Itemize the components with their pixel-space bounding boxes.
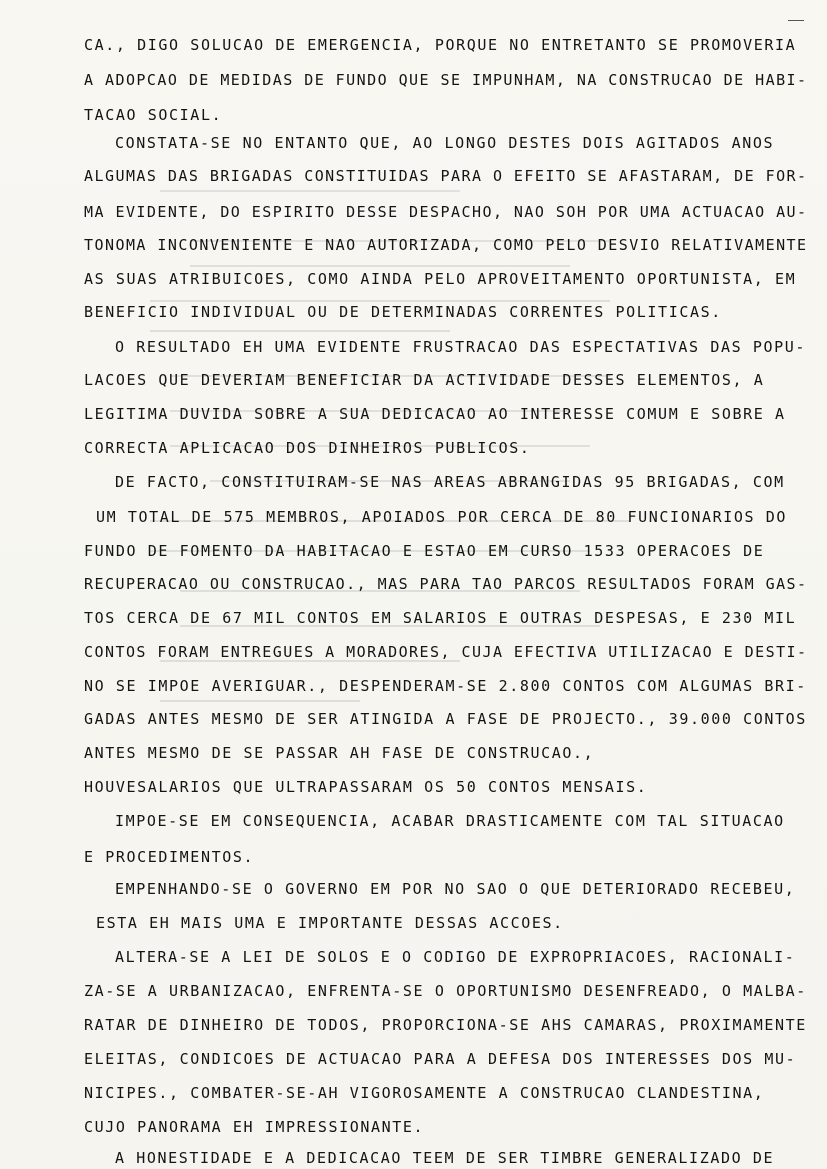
text-line: UM TOTAL DE 575 MEMBROS, APOIADOS POR CERCA DE 80 FUNCIONARIOS DO [96, 508, 787, 526]
text-line: RATAR DE DINHEIRO DE TODOS, PROPORCIONA-SE AHS CAMARAS, PROXIMAMENTE [84, 1016, 807, 1034]
text-line: ELEITAS, CONDICOES DE ACTUACAO PARA A DEFESA DOS INTERESSES DOS MU- [84, 1050, 797, 1068]
text-line: ALGUMAS DAS BRIGADAS CONSTITUIDAS PARA O EFEITO SE AFASTARAM, DE FOR- [84, 167, 808, 185]
text-line: ZA-SE A URBANIZACAO, ENFRENTA-SE O OPORTUNISMO DESENFREADO, O MALBA- [84, 982, 807, 1000]
text-line: LACOES QUE DEVERIAM BENEFICIAR DA ACTIVIDADE DESSES ELEMENTOS, A [84, 371, 765, 389]
text-line: NO SE IMPOE AVERIGUAR., DESPENDERAM-SE 2.800 CONTOS COM ALGUMAS BRI- [84, 677, 807, 695]
text-line: BENEFICIO INDIVIDUAL OU DE DETERMINADAS CORRENTES POLITICAS. [84, 303, 722, 321]
text-line: ESTA EH MAIS UMA E IMPORTANTE DESSAS ACCOES. [96, 914, 564, 932]
text-line: HOUVESALARIOS QUE ULTRAPASSARAM OS 50 CONTOS MENSAIS. [84, 778, 648, 796]
text-line: A ADOPCAO DE MEDIDAS DE FUNDO QUE SE IMPUNHAM, NA CONSTRUCAO DE HABI- [84, 71, 808, 89]
text-line: CUJO PANORAMA EH IMPRESSIONANTE. [84, 1118, 425, 1136]
text-line: O RESULTADO EH UMA EVIDENTE FRUSTRACAO DAS ESPECTATIVAS DAS POPU- [115, 338, 806, 356]
text-line: E PROCEDIMENTOS. [84, 848, 255, 866]
text-line: CONTOS FORAM ENTREGUES A MORADORES, CUJA EFECTIVA UTILIZACAO E DESTI- [84, 643, 808, 661]
text-line: EMPENHANDO-SE O GOVERNO EM POR NO SAO O QUE DETERIORADO RECEBEU, [115, 880, 796, 898]
text-line: A HONESTIDADE E A DEDICACAO TEEM DE SER TIMBRE GENERALIZADO DE [115, 1149, 775, 1167]
text-line: LEGITIMA DUVIDA SOBRE A SUA DEDICACAO AO INTERESSE COMUM E SOBRE A [84, 405, 786, 423]
text-line: IMPOE-SE EM CONSEQUENCIA, ACABAR DRASTICAMENTE COM TAL SITUACAO [115, 812, 785, 830]
text-line: CONSTATA-SE NO ENTANTO QUE, AO LONGO DESTES DOIS AGITADOS ANOS [115, 134, 775, 152]
text-line: RECUPERACAO OU CONSTRUCAO., MAS PARA TAO PARCOS RESULTADOS FORAM GAS- [84, 575, 808, 593]
text-line: ALTERA-SE A LEI DE SOLOS E O CODIGO DE EXPROPRIACOES, RACIONALI- [115, 948, 796, 966]
text-line: DE FACTO, CONSTITUIRAM-SE NAS AREAS ABRANGIDAS 95 BRIGADAS, COM [115, 473, 785, 491]
text-line: FUNDO DE FOMENTO DA HABITACAO E ESTAO EM CURSO 1533 OPERACOES DE [84, 542, 765, 560]
text-line: ANTES MESMO DE SE PASSAR AH FASE DE CONSTRUCAO., [84, 744, 595, 762]
margin-mark [788, 20, 804, 21]
text-line: MA EVIDENTE, DO ESPIRITO DESSE DESPACHO, NAO SOH POR UMA ACTUACAO AU- [84, 203, 808, 221]
text-line: CORRECTA APLICACAO DOS DINHEIROS PUBLICOS. [84, 439, 531, 457]
text-line: GADAS ANTES MESMO DE SER ATINGIDA A FASE DE PROJECTO., 39.000 CONTOS [84, 710, 807, 728]
text-line: CA., DIGO SOLUCAO DE EMERGENCIA, PORQUE NO ENTRETANTO SE PROMOVERIA [84, 36, 797, 54]
text-line: TACAO SOCIAL. [84, 106, 223, 124]
text-line: NICIPES., COMBATER-SE-AH VIGOROSAMENTE A CONSTRUCAO CLANDESTINA, [84, 1084, 765, 1102]
text-line: AS SUAS ATRIBUICOES, COMO AINDA PELO APROVEITAMENTO OPORTUNISTA, EM [84, 270, 797, 288]
text-line: TOS CERCA DE 67 MIL CONTOS EM SALARIOS E OUTRAS DESPESAS, E 230 MIL [84, 609, 797, 627]
text-line: TONOMA INCONVENIENTE E NAO AUTORIZADA, COMO PELO DESVIO RELATIVAMENTE [84, 236, 808, 254]
